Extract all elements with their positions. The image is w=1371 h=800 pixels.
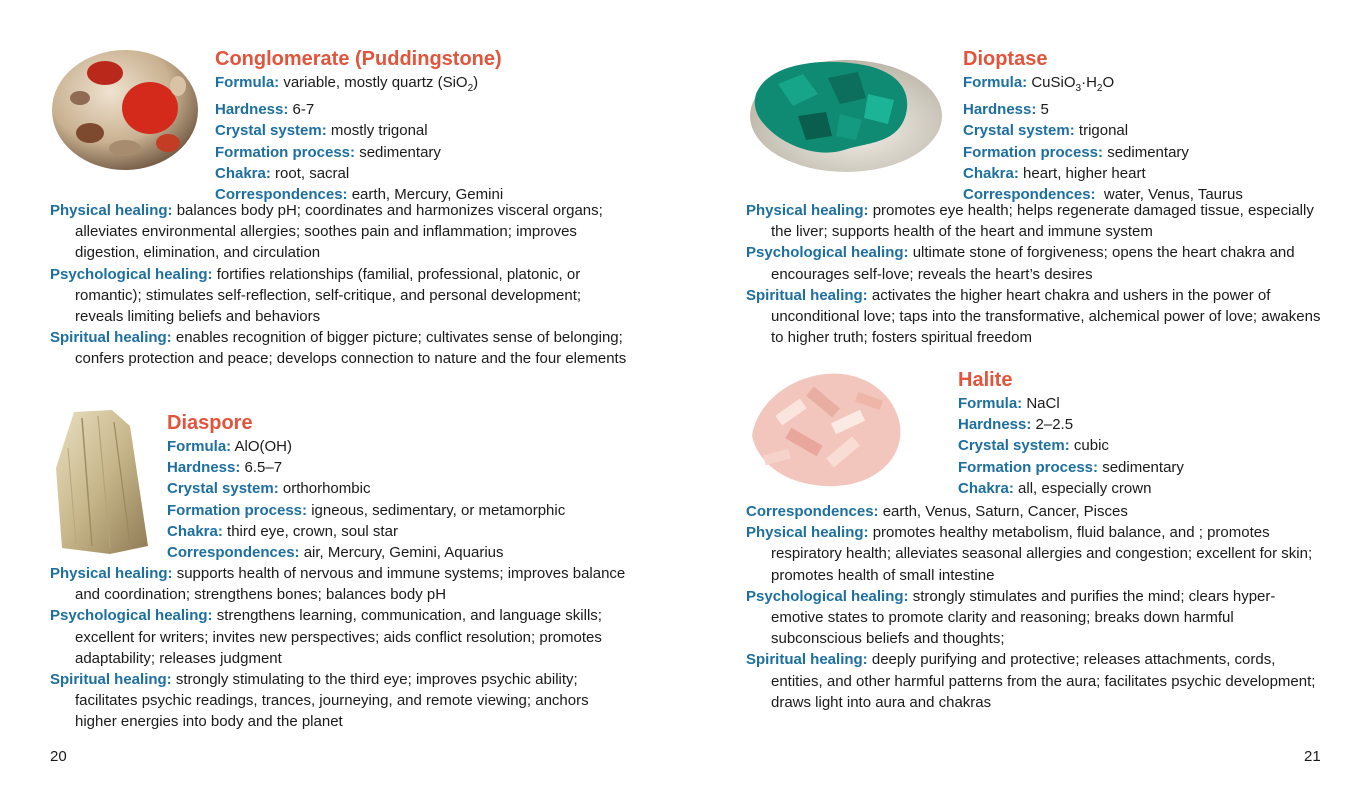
correspondences-row	[746, 501, 1326, 522]
formula-row	[167, 436, 565, 457]
crystal-value: trigonal	[1078, 122, 1129, 140]
psychological-healing	[746, 242, 1326, 284]
right-page	[686, 0, 1371, 800]
crystal-label: Crystal system:	[167, 480, 279, 498]
left-page	[0, 0, 685, 800]
formation-value: sedimentary	[1102, 458, 1184, 476]
formula-value: NaCl	[1026, 395, 1060, 412]
formation-label: Formation process:	[958, 458, 1099, 476]
psychological-label: Psychological healing:	[50, 265, 213, 283]
psychological-label: Psychological healing:	[746, 587, 909, 605]
crystal-label: Crystal system:	[958, 437, 1070, 455]
crystal-label: Crystal system:	[963, 122, 1075, 140]
crystal-row	[958, 435, 1184, 456]
correspondences-value: earth, Mercury, Gemini	[351, 186, 504, 204]
psychological-text: fortifies relationships (familial, professional, platonic, or romantic); stimulates self-reflection, self-critique, and personal development; reveals limiting beliefs and behaviors	[75, 265, 582, 326]
formula-value-end: O	[1102, 74, 1115, 91]
formation-label: Formation process:	[215, 143, 356, 161]
formula-value-mid: ·H	[1081, 74, 1097, 91]
page-number-left: 20	[50, 748, 67, 765]
entry-dioptase	[963, 47, 1243, 205]
hardness-row	[215, 99, 503, 120]
chakra-value: heart, higher heart	[1023, 164, 1146, 182]
chakra-value: third eye, crown, soul star	[227, 522, 398, 540]
hardness-label: Hardness:	[167, 459, 241, 477]
entry-halite	[958, 368, 1184, 499]
spiritual-text: strongly stimulating to the third eye; improves psychic ability; facilitates psychic readings, trances, journeying, and remote viewing; anchors higher energies into body and the planet	[75, 671, 589, 731]
formation-label: Formation process:	[963, 143, 1104, 161]
psychological-text: ultimate stone of forgiveness; opens the heart chakra and encourages self-love; reveals the heart’s desires	[771, 244, 1295, 283]
spiritual-healing	[746, 285, 1326, 349]
chakra-row	[958, 478, 1184, 499]
spiritual-healing	[746, 649, 1326, 713]
chakra-value: root, sacral	[275, 164, 350, 182]
dioptase-image	[748, 54, 943, 174]
physical-text: supports health of nervous and immune systems; improves balance and coordination; strengthens bones; balances body pH	[75, 565, 626, 604]
spiritual-healing	[50, 669, 630, 733]
hardness-value: 5	[1040, 101, 1049, 119]
crystal-row	[215, 120, 503, 141]
correspondences-row	[167, 542, 565, 563]
psychological-text: strongly stimulates and purifies the mind; clears hyper-emotive states to promote clarity and reasoning; breaks down harmful subconscious beliefs and thoughts;	[771, 587, 1276, 648]
diaspore-image	[52, 408, 152, 558]
spiritual-label: Spiritual healing:	[746, 651, 868, 669]
formation-label: Formation process:	[167, 501, 308, 519]
entry-conglomerate	[215, 47, 503, 205]
formula-subscript: 3	[1075, 83, 1082, 94]
hardness-label: Hardness:	[958, 416, 1032, 434]
spiritual-label: Spiritual healing:	[50, 671, 172, 689]
spiritual-text: activates the higher heart chakra and ushers in the power of unconditional love; taps into the transformative, alchemical power of love; awakens to higher truth; fosters spiritual freedom	[771, 286, 1321, 347]
formula-label: Formula:	[215, 74, 280, 91]
physical-text: promotes eye health; helps regenerate damaged tissue, especially the liver; supports health of the heart and immune system	[771, 202, 1314, 241]
spiritual-label: Spiritual healing:	[50, 329, 172, 347]
crystal-row	[167, 478, 565, 499]
hardness-label: Hardness:	[963, 101, 1037, 119]
physical-label: Physical healing:	[50, 202, 173, 219]
entry-diaspore	[167, 411, 565, 563]
entry-title: Diaspore	[167, 412, 253, 434]
formation-row	[963, 142, 1243, 163]
chakra-label: Chakra:	[215, 164, 271, 182]
crystal-value: orthorhombic	[282, 480, 371, 498]
psychological-text: strengthens learning, communication, and language skills; excellent for writers; invites new perspectives; aids conflict resolution; promotes adaptability; releases judgment	[75, 607, 602, 667]
formula-value-end: )	[473, 74, 479, 91]
formula-value: CuSiO	[1031, 74, 1076, 91]
crystal-row	[963, 120, 1243, 141]
correspondences-value: air, Mercury, Gemini, Aquarius	[303, 544, 504, 562]
chakra-row	[963, 163, 1243, 184]
diaspore-healing	[50, 563, 630, 733]
psychological-healing	[50, 264, 630, 328]
spiritual-text: enables recognition of bigger picture; cultivates sense of belonging; confers protection and peace; develops connection to nature and the four elements	[75, 329, 627, 368]
dioptase-healing	[746, 200, 1326, 348]
physical-healing	[50, 200, 630, 264]
crystal-value: cubic	[1073, 437, 1109, 455]
correspondences-label: Correspondences:	[963, 186, 1096, 204]
formation-row	[167, 500, 565, 521]
physical-label: Physical healing:	[50, 565, 173, 582]
crystal-value: mostly trigonal	[330, 122, 428, 140]
physical-text: promotes healthy metabolism, fluid balance, and ; promotes respiratory health; alleviates seasonal allergies and congestion; excellent for skin; promotes health of small intestine	[771, 524, 1313, 584]
psychological-healing	[50, 605, 630, 669]
entry-title: Halite	[958, 369, 1013, 391]
chakra-row	[167, 521, 565, 542]
conglomerate-image	[50, 48, 200, 173]
formula-label: Formula:	[963, 74, 1028, 91]
formula-row	[963, 72, 1243, 99]
correspondences-label: Correspondences:	[167, 544, 300, 562]
hardness-value: 6-7	[292, 101, 315, 119]
conglomerate-healing	[50, 200, 630, 370]
chakra-row	[215, 163, 503, 184]
entry-title: Conglomerate (Puddingstone)	[215, 48, 502, 70]
formula-subscript: 2	[467, 83, 474, 94]
chakra-value: all, especially crown	[1018, 479, 1152, 497]
spiritual-text: deeply purifying and protective; releases attachments, cords, entities, and other harmful patterns from the aura; facilitates psychic development; draws light into aura and chakras	[771, 651, 1316, 711]
psychological-label: Psychological healing:	[746, 244, 909, 262]
hardness-value: 6.5–7	[244, 459, 283, 477]
chakra-label: Chakra:	[167, 522, 223, 540]
spiritual-healing	[50, 327, 630, 369]
physical-healing	[746, 522, 1326, 586]
correspondences-value: earth, Venus, Saturn, Cancer, Pisces	[882, 503, 1128, 520]
hardness-row	[963, 99, 1243, 120]
halite-healing	[746, 501, 1326, 713]
psychological-healing	[746, 586, 1326, 650]
formula-row	[958, 393, 1184, 414]
entry-title: Dioptase	[963, 48, 1048, 70]
correspondences-value: water, Venus, Taurus	[1099, 186, 1243, 204]
physical-label: Physical healing:	[746, 524, 869, 542]
formula-row	[215, 72, 503, 99]
formula-value: AlO(OH)	[234, 438, 293, 455]
formation-value: igneous, sedimentary, or metamorphic	[311, 501, 566, 519]
page-number-right: 21	[1304, 748, 1321, 765]
halite-image	[746, 366, 906, 491]
hardness-label: Hardness:	[215, 101, 289, 119]
physical-healing	[746, 200, 1326, 242]
chakra-label: Chakra:	[963, 164, 1019, 182]
correspondences-label: Correspondences:	[215, 186, 348, 204]
hardness-value: 2–2.5	[1035, 416, 1074, 434]
physical-healing	[50, 563, 630, 605]
hardness-row	[167, 457, 565, 478]
chakra-label: Chakra:	[958, 479, 1014, 497]
formula-value: variable, mostly quartz (SiO	[283, 74, 468, 91]
hardness-row	[958, 414, 1184, 435]
crystal-label: Crystal system:	[215, 122, 327, 140]
formation-row	[215, 142, 503, 163]
formula-label: Formula:	[958, 395, 1023, 412]
correspondences-label: Correspondences:	[746, 503, 879, 520]
physical-label: Physical healing:	[746, 202, 869, 219]
spiritual-label: Spiritual healing:	[746, 286, 868, 304]
formula-subscript: 2	[1096, 83, 1103, 94]
formation-value: sedimentary	[1107, 143, 1189, 161]
formation-row	[958, 457, 1184, 478]
psychological-label: Psychological healing:	[50, 607, 213, 625]
physical-text: balances body pH; coordinates and harmonizes visceral organs; alleviates environmental allergies; soothes pain and inflammation; improves digestion, elimination, and circulation	[75, 202, 603, 262]
formula-label: Formula:	[167, 438, 232, 455]
formation-value: sedimentary	[359, 143, 441, 161]
